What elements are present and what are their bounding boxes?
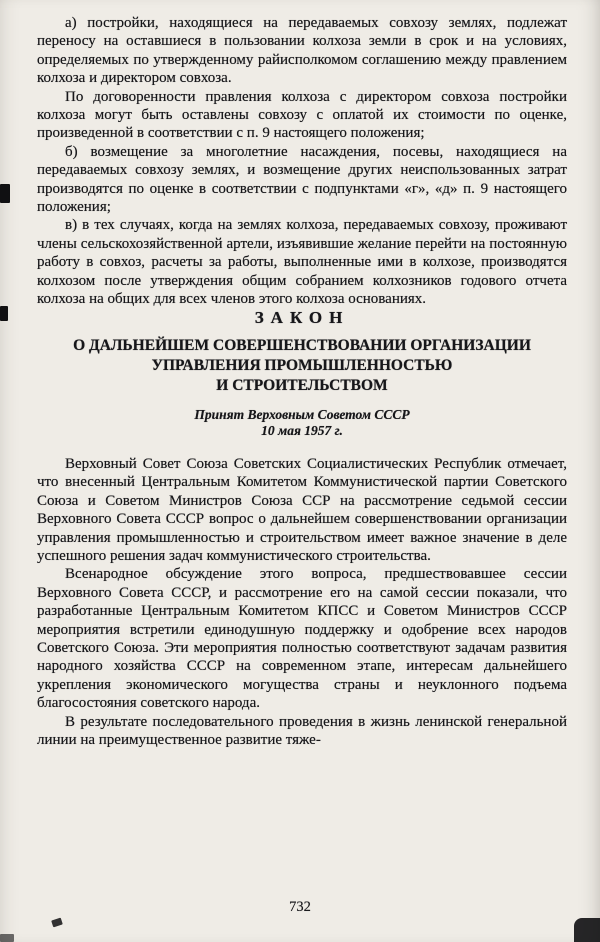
law-paragraph: Всенародное обсуждение этого вопроса, предшествовавшее сессии Верховного Совета СССР, и рассмотрение его на самой сессии показали, что разработанные Центральным Комитетом КПСС и Советом Министров СССР мероприятия встретили единодушную поддержку и одобрение всех народов Советского Союза. Эти мероприятия полностью соответствуют задачам развития народного хозяйства СССР на современном этапе, интересам дальнейшего укрепления экономического могущества страны и неуклонного подъема благосостояния советского народа. <box>37 566 567 712</box>
law-paragraph: Верховный Совет Союза Советских Социалистических Республик отмечает, что внесенный Центральным Комитетом Коммунистической партии Советского Союза и Советом Министров Союза ССР на рассмотрение седьмой сессии Верховного Совета СССР вопрос о дальнейшем совершенствовании организации управления промышленностью и строительством имеет важное значение в деле успешного решения задач коммунистического строительства. <box>37 455 567 564</box>
scan-artifact <box>0 934 14 942</box>
law-subtitle <box>37 336 567 396</box>
law-paragraph: В результате последовательного проведения в жизнь ленинской генеральной линии на преимущественное развитие тяже- <box>37 713 567 748</box>
paragraph-item-a: а) постройки, находящиеся на передаваемых совхозу землях, подлежат переносу на оставшиеся в пользовании колхоза земли в срок и на условиях, определяемых по утвержденному райисполкомом соглашению между правлением колхоза и директором совхоза. <box>37 15 567 87</box>
scan-artifact <box>51 918 63 928</box>
page-number: 732 <box>289 899 311 915</box>
scan-artifact <box>0 184 10 203</box>
scan-artifact <box>0 306 8 321</box>
law-subtitle-line: И СТРОИТЕЛЬСТВОМ <box>216 376 388 394</box>
law-subtitle-line: УПРАВЛЕНИЯ ПРОМЫШЛЕННОСТЬЮ <box>151 356 453 374</box>
law-adoption-line: Принят Верховным Советом СССР <box>194 406 410 422</box>
law-adoption-line: 10 мая 1957 г. <box>261 423 343 439</box>
paragraph-item-v: в) в тех случаях, когда на землях колхоза, передаваемых совхозу, проживают члены сельскохозяйственной артели, изъявившие желание перейти на постоянную работу в совхоз, расчеты за работы, выполненные ими в колхозе, производятся колхозом после утверждения общим собранием колхозников годового отчета колхоза на общих для всех членов этого колхоза основаниях. <box>37 217 567 308</box>
law-subtitle-line: О ДАЛЬНЕЙШЕМ СОВЕРШЕНСТВОВАНИИ ОРГАНИЗАЦИИ <box>73 336 531 354</box>
scan-artifact <box>574 918 600 942</box>
law-adoption-note <box>37 407 567 440</box>
document-body <box>37 14 567 749</box>
paragraph-item-b: б) возмещение за многолетние насаждения, посевы, находящиеся на передаваемых совхозу землях, и возмещение других неиспользованных затрат производятся по оценке в соответствии с подпунктами «г», «д» п. 9 настоящего положения; <box>37 143 567 216</box>
paragraph-agreement: По договоренности правления колхоза с директором совхоза постройки колхоза могут быть оставлены совхозу с оплатой их стоимости по оценке, произведенной в соответствии с п. 9 настоящего положения; <box>37 88 567 142</box>
law-heading: ЗАКОН <box>254 307 350 327</box>
